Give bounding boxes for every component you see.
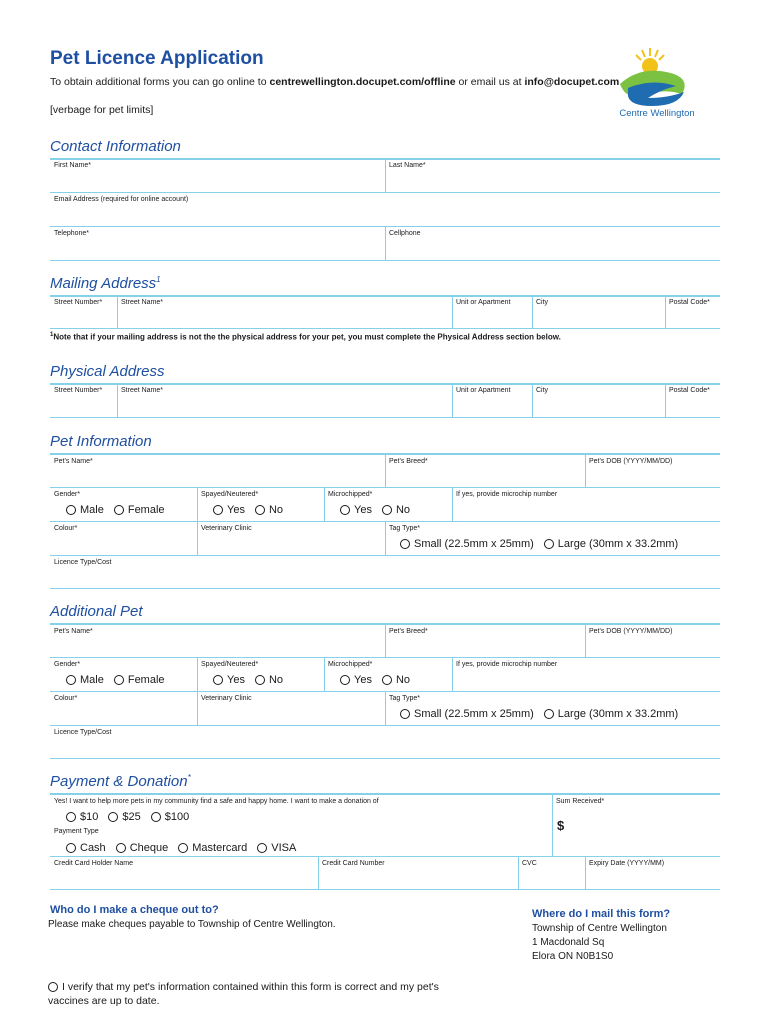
radio-circle-icon bbox=[255, 675, 265, 685]
mastercard-label: Mastercard bbox=[192, 842, 248, 854]
d100-label: $100 bbox=[164, 811, 190, 823]
city-label: City bbox=[536, 387, 549, 394]
radio-circle-icon bbox=[400, 539, 410, 549]
last-name-label: Last Name* bbox=[389, 162, 426, 169]
intro-prefix: To obtain additional forms you can go online to bbox=[50, 76, 270, 88]
logo-text: Centre Wellington bbox=[619, 108, 695, 119]
verify-statement[interactable] bbox=[48, 980, 439, 1008]
radio-circle-icon bbox=[255, 505, 265, 515]
email-field[interactable] bbox=[50, 204, 720, 226]
card-number-label: Credit Card Number bbox=[322, 860, 385, 867]
gender-female-radio[interactable] bbox=[114, 504, 165, 516]
yes-label: Yes bbox=[354, 674, 372, 686]
vet-clinic-label: Veterinary Clinic bbox=[201, 525, 252, 532]
verify-radio-icon[interactable] bbox=[48, 982, 58, 992]
street-number-label: Street Number* bbox=[54, 387, 103, 394]
tag-type-options bbox=[400, 538, 688, 550]
spayed-options bbox=[213, 674, 293, 686]
divider bbox=[197, 658, 198, 692]
required-mark: * bbox=[187, 773, 191, 782]
additional-section-title: Additional Pet bbox=[50, 603, 143, 620]
payment-rule bbox=[50, 793, 720, 795]
mailing-note-text: Note that if your mailing address is not the the physical address for your pet, you must complete the Physical Address section below. bbox=[53, 332, 561, 342]
male-label: Male bbox=[80, 504, 104, 516]
spayed-label: Spayed/Neutered* bbox=[201, 491, 259, 498]
divider bbox=[385, 625, 386, 657]
physical-address-fields[interactable] bbox=[50, 395, 720, 417]
colour-label: Colour* bbox=[54, 525, 78, 532]
tag-small-radio[interactable] bbox=[400, 708, 534, 720]
radio-circle-icon bbox=[382, 505, 392, 515]
spayed-yes-radio[interactable] bbox=[213, 504, 245, 516]
radio-circle-icon bbox=[114, 675, 124, 685]
intro-email-link[interactable]: info@docupet.com bbox=[524, 76, 620, 88]
verbage-text: [verbage for pet limits] bbox=[50, 104, 154, 116]
spayed-options bbox=[213, 504, 293, 516]
payment-visa-radio[interactable] bbox=[257, 842, 296, 854]
microchipped-label: Microchipped* bbox=[328, 661, 373, 668]
verify-line bbox=[48, 980, 439, 994]
gender-options bbox=[66, 674, 175, 686]
radio-circle-icon bbox=[213, 505, 223, 515]
d25-label: $25 bbox=[122, 811, 141, 823]
divider bbox=[385, 692, 386, 726]
divider bbox=[585, 455, 586, 487]
street-name-label: Street Name* bbox=[121, 387, 164, 394]
divider bbox=[50, 725, 720, 726]
last-name-field[interactable] bbox=[386, 170, 720, 192]
licence-type-field[interactable] bbox=[50, 737, 720, 758]
footnote-mark: 1 bbox=[156, 275, 161, 284]
telephone-label: Telephone* bbox=[54, 230, 90, 237]
pet-name-label: Pet's Name* bbox=[54, 458, 93, 465]
donation-10-radio[interactable] bbox=[66, 811, 98, 823]
physical-section-title: Physical Address bbox=[50, 363, 165, 380]
microchip-number-label: If yes, provide microchip number bbox=[456, 491, 558, 498]
credit-card-fields[interactable] bbox=[50, 868, 720, 889]
yes-label: Yes bbox=[354, 504, 372, 516]
d10-label: $10 bbox=[80, 811, 99, 823]
cheque-label: Cheque bbox=[129, 842, 169, 854]
mail-line: 1 Macdonald Sq bbox=[532, 937, 605, 948]
expiry-label: Expiry Date (YYYY/MM) bbox=[589, 860, 665, 867]
divider bbox=[50, 328, 720, 329]
pet-section-title: Pet Information bbox=[50, 433, 152, 450]
physical-rule bbox=[50, 383, 720, 385]
mail-line: Elora ON N0B1S0 bbox=[532, 951, 614, 962]
pet-breed-label: Pet's Breed* bbox=[389, 628, 428, 635]
microchip-options bbox=[340, 674, 420, 686]
male-label: Male bbox=[80, 674, 104, 686]
no-label: No bbox=[268, 674, 284, 686]
cellphone-field[interactable] bbox=[386, 238, 720, 260]
payment-mastercard-radio[interactable] bbox=[178, 842, 247, 854]
mail-address bbox=[532, 922, 667, 964]
pet-dob-label: Pet's DOB (YYYY/MM/DD) bbox=[589, 458, 673, 465]
pet-dob-label: Pet's DOB (YYYY/MM/DD) bbox=[589, 628, 673, 635]
yes-label: Yes bbox=[227, 674, 245, 686]
pet-name-label: Pet's Name* bbox=[54, 628, 93, 635]
city-label: City bbox=[536, 299, 549, 306]
cvc-label: CVC bbox=[522, 860, 537, 867]
spayed-yes-radio[interactable] bbox=[213, 674, 245, 686]
microchip-yes-radio[interactable] bbox=[340, 674, 372, 686]
gender-label: Gender* bbox=[54, 491, 81, 498]
spayed-no-radio[interactable] bbox=[255, 674, 283, 686]
tag-type-options bbox=[400, 708, 688, 720]
yes-label: Yes bbox=[227, 504, 245, 516]
telephone-field[interactable] bbox=[50, 238, 385, 260]
payment-cash-radio[interactable] bbox=[66, 842, 106, 854]
radio-circle-icon bbox=[116, 843, 126, 853]
divider bbox=[324, 488, 325, 522]
divider bbox=[385, 522, 386, 556]
unit-label: Unit or Apartment bbox=[456, 299, 511, 306]
postal-code-label: Postal Code* bbox=[669, 299, 710, 306]
spayed-no-radio[interactable] bbox=[255, 504, 283, 516]
sum-received-field[interactable]: $ bbox=[557, 818, 565, 833]
card-holder-label: Credit Card Holder Name bbox=[54, 860, 133, 867]
licence-type-field[interactable] bbox=[50, 567, 720, 588]
gender-female-radio[interactable] bbox=[114, 674, 165, 686]
first-name-label: First Name* bbox=[54, 162, 91, 169]
pet-breed-label: Pet's Breed* bbox=[389, 458, 428, 465]
divider bbox=[324, 658, 325, 692]
tag-small-radio[interactable] bbox=[400, 538, 534, 550]
donation-label: Yes! I want to help more pets in my community find a safe and happy home. I want to make a donation of bbox=[54, 798, 379, 805]
divider bbox=[50, 758, 720, 759]
no-label: No bbox=[268, 504, 284, 516]
microchip-yes-radio[interactable] bbox=[340, 504, 372, 516]
divider bbox=[50, 192, 720, 193]
radio-circle-icon bbox=[257, 843, 267, 853]
large-label: Large (30mm x 33.2mm) bbox=[557, 538, 679, 550]
divider bbox=[197, 522, 198, 556]
colour-label: Colour* bbox=[54, 695, 78, 702]
unit-label: Unit or Apartment bbox=[456, 387, 511, 394]
cheque-answer: Please make cheques payable to Township of Centre Wellington. bbox=[48, 919, 336, 930]
radio-circle-icon bbox=[178, 843, 188, 853]
vet-clinic-label: Veterinary Clinic bbox=[201, 695, 252, 702]
licence-type-label: Licence Type/Cost bbox=[54, 559, 112, 566]
intro-mid: or email us at bbox=[455, 76, 525, 88]
gender-male-radio[interactable] bbox=[66, 674, 104, 686]
payment-title-text: Payment & Donation bbox=[50, 773, 188, 790]
microchip-no-radio[interactable] bbox=[382, 674, 410, 686]
divider bbox=[50, 260, 720, 261]
donation-100-radio[interactable] bbox=[151, 811, 189, 823]
licence-type-label: Licence Type/Cost bbox=[54, 729, 112, 736]
spayed-label: Spayed/Neutered* bbox=[201, 661, 259, 668]
no-label: No bbox=[395, 674, 411, 686]
mailing-title-text: Mailing Address bbox=[50, 275, 157, 292]
note-mark: 1 bbox=[50, 332, 54, 338]
radio-circle-icon bbox=[66, 843, 76, 853]
gender-options bbox=[66, 504, 175, 516]
radio-circle-icon bbox=[151, 812, 161, 822]
radio-circle-icon bbox=[544, 539, 554, 549]
mailing-rule bbox=[50, 295, 720, 297]
postal-code-label: Postal Code* bbox=[669, 387, 710, 394]
mail-question: Where do I mail this form? bbox=[532, 908, 671, 920]
tag-large-radio[interactable] bbox=[544, 538, 678, 550]
email-label: Email Address (required for online account) bbox=[54, 196, 189, 203]
payment-cheque-radio[interactable] bbox=[116, 842, 169, 854]
mailing-note bbox=[50, 332, 561, 342]
verify-text: I verify that my pet's information contained within this form is correct and my pet's bbox=[62, 981, 439, 993]
divider bbox=[197, 692, 198, 726]
payment-type-options bbox=[66, 842, 306, 854]
intro-text bbox=[50, 76, 619, 88]
payment-section-title bbox=[50, 773, 191, 790]
tag-type-label: Tag Type* bbox=[389, 525, 421, 532]
small-label: Small (22.5mm x 25mm) bbox=[414, 708, 534, 720]
radio-circle-icon bbox=[108, 812, 118, 822]
cheque-question: Who do I make a cheque out to? bbox=[50, 904, 219, 916]
street-name-label: Street Name* bbox=[121, 299, 164, 306]
radio-circle-icon bbox=[340, 675, 350, 685]
payment-type-label: Payment Type bbox=[54, 828, 99, 835]
intro-url-link[interactable]: centrewellington.docupet.com/offline bbox=[269, 76, 456, 88]
microchip-no-radio[interactable] bbox=[382, 504, 410, 516]
divider bbox=[50, 487, 720, 488]
microchipped-label: Microchipped* bbox=[328, 491, 373, 498]
small-label: Small (22.5mm x 25mm) bbox=[414, 538, 534, 550]
divider bbox=[50, 889, 720, 890]
divider bbox=[385, 455, 386, 487]
divider bbox=[452, 488, 453, 522]
microchip-number-label: If yes, provide microchip number bbox=[456, 661, 558, 668]
visa-label: VISA bbox=[271, 842, 297, 854]
tag-type-label: Tag Type* bbox=[389, 695, 421, 702]
tag-large-radio[interactable] bbox=[544, 708, 678, 720]
female-label: Female bbox=[127, 674, 165, 686]
divider bbox=[50, 555, 720, 556]
cellphone-label: Cellphone bbox=[389, 230, 421, 237]
divider bbox=[552, 795, 553, 857]
radio-circle-icon bbox=[340, 505, 350, 515]
first-name-field[interactable] bbox=[50, 170, 385, 192]
contact-section-title: Contact Information bbox=[50, 138, 181, 155]
divider bbox=[585, 625, 586, 657]
page-title: Pet Licence Application bbox=[50, 48, 264, 69]
radio-circle-icon bbox=[544, 709, 554, 719]
radio-circle-icon bbox=[400, 709, 410, 719]
radio-circle-icon bbox=[66, 505, 76, 515]
divider bbox=[50, 657, 720, 658]
gender-label: Gender* bbox=[54, 661, 81, 668]
verify-line: vaccines are up to date. bbox=[48, 995, 160, 1007]
gender-male-radio[interactable] bbox=[66, 504, 104, 516]
divider bbox=[452, 658, 453, 692]
radio-circle-icon bbox=[66, 675, 76, 685]
large-label: Large (30mm x 33.2mm) bbox=[557, 708, 679, 720]
mailing-address-fields[interactable] bbox=[50, 307, 720, 329]
radio-circle-icon bbox=[213, 675, 223, 685]
radio-circle-icon bbox=[114, 505, 124, 515]
divider bbox=[50, 588, 720, 589]
donation-25-radio[interactable] bbox=[108, 811, 140, 823]
mailing-section-title bbox=[50, 275, 161, 292]
mail-line: Township of Centre Wellington bbox=[532, 923, 667, 934]
no-label: No bbox=[395, 504, 411, 516]
radio-circle-icon bbox=[66, 812, 76, 822]
radio-circle-icon bbox=[382, 675, 392, 685]
cash-label: Cash bbox=[80, 842, 106, 854]
donation-options bbox=[66, 811, 199, 823]
divider bbox=[50, 856, 720, 857]
divider bbox=[197, 488, 198, 522]
female-label: Female bbox=[127, 504, 165, 516]
microchip-options bbox=[340, 504, 420, 516]
divider bbox=[50, 417, 720, 418]
street-number-label: Street Number* bbox=[54, 299, 103, 306]
sum-received-label: Sum Received* bbox=[556, 798, 605, 805]
